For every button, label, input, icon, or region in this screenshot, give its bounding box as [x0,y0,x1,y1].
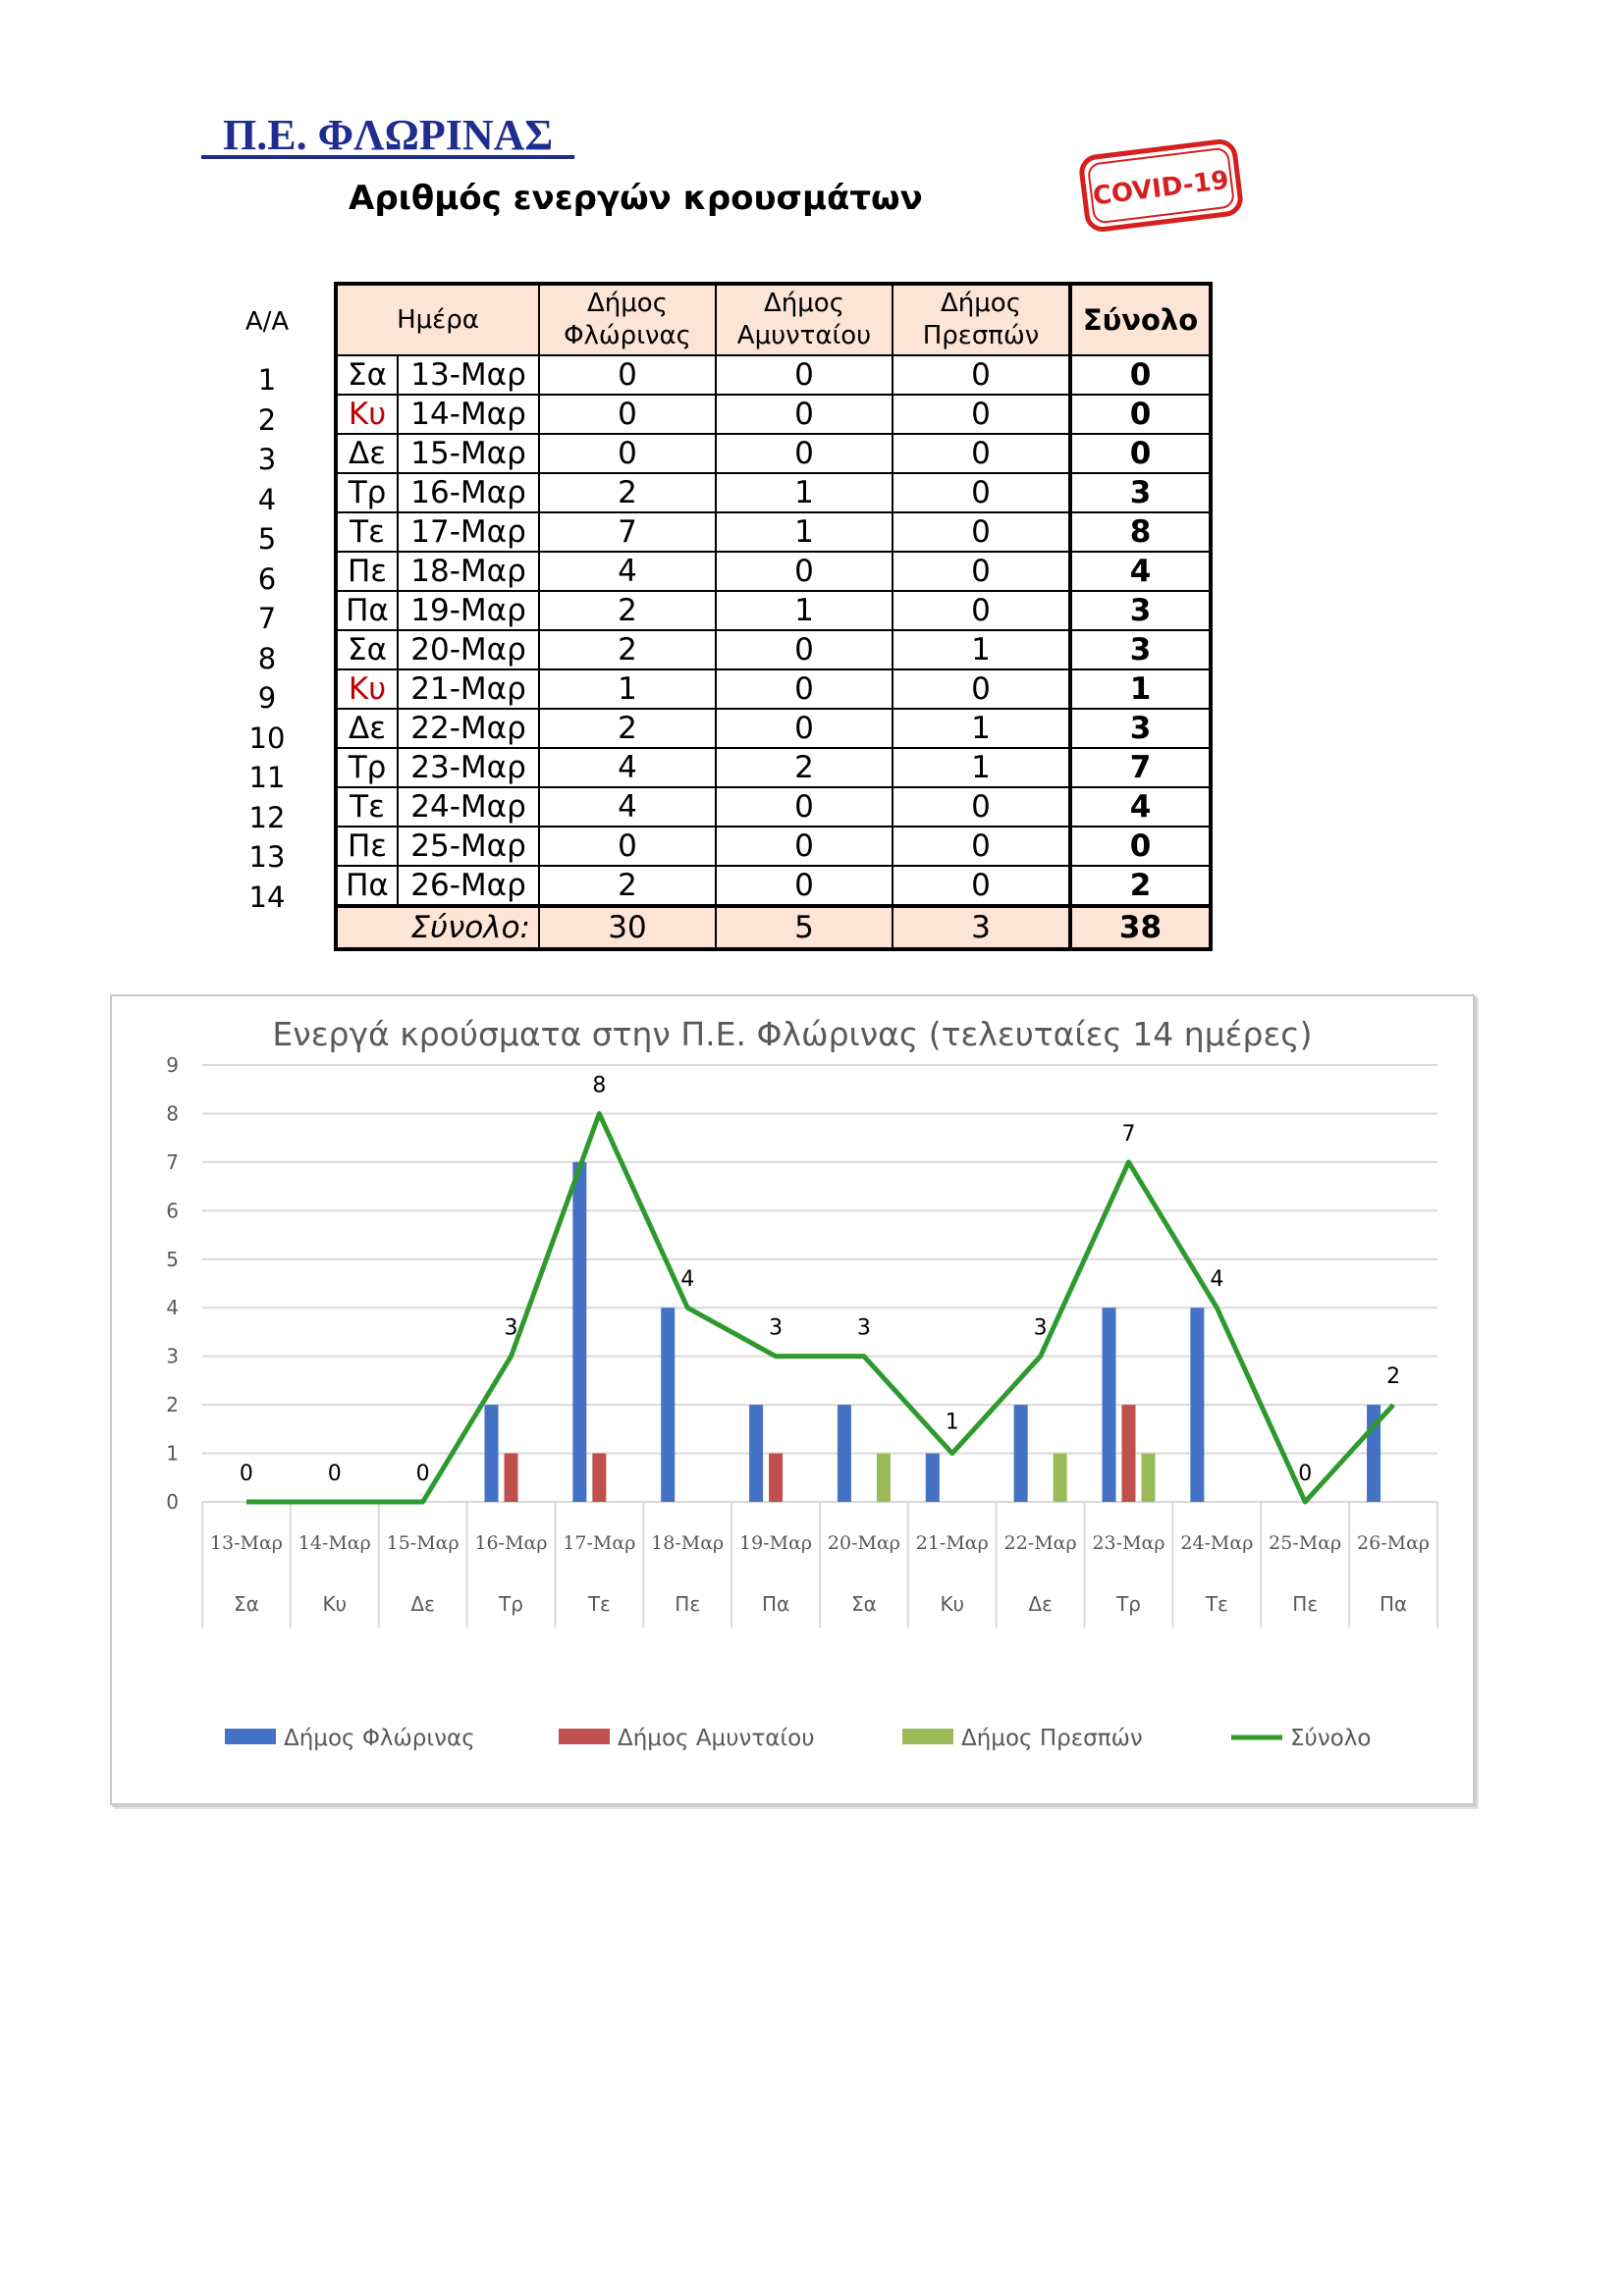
date-cell: 25-Μαρ [398,827,539,866]
total-cell: 3 [1070,630,1211,669]
sum-amyntaio: 5 [716,906,893,949]
prespes-cell: 0 [893,512,1070,552]
data-label: 0 [327,1462,342,1486]
x-subcategory-label: Πα [1379,1592,1408,1616]
florina-cell: 4 [539,787,716,827]
header-amyntaio: Δήμος Αμυνταίου [716,284,893,355]
row-number: 6 [257,561,277,596]
florina-cell: 1 [539,669,716,709]
table-row [336,748,1211,787]
day-of-week-cell: Πα [336,591,398,630]
row-number: 1 [257,363,277,397]
total-cell: 7 [1070,748,1211,787]
amyntaio-cell: 0 [716,355,893,395]
chart-title: Ενεργά κρούσματα στην Π.Ε. Φλώρινας (τελευταίες 14 ημέρες) [272,1015,1313,1053]
aa-header: Α/Α [244,307,290,337]
day-of-week-cell: Τρ [336,473,398,512]
table-row [336,434,1211,473]
cases-chart [112,996,1473,1803]
prespes-cell: 1 [893,630,1070,669]
sum-total: 38 [1070,906,1211,949]
table-row [336,552,1211,591]
florina-cell: 2 [539,866,716,906]
row-number: 12 [248,800,286,834]
x-subcategory-label: Δε [1028,1592,1053,1616]
total-cell: 0 [1070,434,1211,473]
total-cell: 3 [1070,591,1211,630]
amyntaio-cell: 1 [716,512,893,552]
table-row [336,709,1211,748]
row-number-column [228,284,306,917]
date-cell: 26-Μαρ [398,866,539,906]
legend-swatch [225,1729,276,1744]
table-row [336,787,1211,827]
y-tick-label: 7 [166,1149,179,1174]
florina-cell: 0 [539,827,716,866]
total-cell: 8 [1070,512,1211,552]
legend-label: Δήμος Πρεσπών [961,1726,1143,1751]
x-tick-label: 15-Μαρ [386,1532,460,1554]
total-cell: 3 [1070,709,1211,748]
y-tick-label: 5 [166,1247,179,1271]
row-number: 2 [257,402,277,437]
day-of-week-cell: Κυ [336,669,398,709]
amyntaio-cell: 0 [716,669,893,709]
sum-row [336,906,1211,949]
prespes-cell: 0 [893,669,1070,709]
florina-cell: 0 [539,395,716,434]
date-cell: 15-Μαρ [398,434,539,473]
x-tick-label: 20-Μαρ [827,1532,900,1554]
row-number: 7 [257,602,277,635]
x-tick-label: 17-Μαρ [563,1532,636,1554]
y-tick-label: 6 [166,1199,179,1223]
total-cell: 0 [1070,355,1211,395]
prespes-cell: 0 [893,552,1070,591]
table-row [336,355,1211,395]
florina-cell: 4 [539,552,716,591]
row-number: 10 [248,721,286,755]
florina-cell: 2 [539,709,716,748]
day-of-week-cell: Τε [336,787,398,827]
prespes-cell: 1 [893,748,1070,787]
total-cell: 2 [1070,866,1211,906]
bar-florina [749,1405,763,1502]
data-label: 4 [1210,1267,1224,1293]
day-of-week-cell: Τε [336,512,398,552]
day-of-week-cell: Πε [336,827,398,866]
x-subcategory-label: Σα [851,1592,877,1616]
total-cell: 1 [1070,669,1211,709]
prespes-cell: 0 [893,355,1070,395]
bar-florina [661,1308,675,1502]
page-subtitle: Αριθμός ενεργών κρουσμάτων [349,179,923,218]
sum-label: Σύνολο: [336,906,539,949]
header-day: Ημέρα [336,284,539,355]
y-tick-label: 1 [166,1441,179,1466]
data-label: 2 [1386,1364,1401,1390]
row-number: 3 [257,443,277,476]
bar-florina [572,1162,586,1502]
date-cell: 22-Μαρ [398,709,539,748]
data-label: 8 [592,1073,607,1098]
x-tick-label: 21-Μαρ [915,1532,989,1554]
x-subcategory-label: Κυ [940,1592,965,1616]
date-cell: 23-Μαρ [398,748,539,787]
day-of-week-cell: Τρ [336,748,398,787]
row-number: 4 [257,482,277,516]
data-label: 0 [239,1462,253,1486]
data-label: 3 [1033,1315,1048,1341]
florina-cell: 0 [539,355,716,395]
table-row [336,669,1211,709]
legend-label: Σύνολο [1290,1726,1372,1751]
prespes-cell: 0 [893,434,1070,473]
row-number: 9 [257,681,277,715]
bar-florina [1103,1308,1116,1502]
amyntaio-cell: 1 [716,473,893,512]
florina-cell: 2 [539,473,716,512]
bar-florina [838,1405,851,1502]
legend-label: Δήμος Φλώρινας [284,1726,475,1751]
prespes-cell: 0 [893,827,1070,866]
amyntaio-cell: 0 [716,630,893,669]
data-label: 0 [415,1462,430,1486]
legend-label: Δήμος Αμυνταίου [618,1726,815,1751]
table-header-row [336,284,1211,355]
amyntaio-cell: 0 [716,827,893,866]
total-cell: 0 [1070,395,1211,434]
x-subcategory-label: Τε [1205,1592,1228,1616]
row-number: 11 [248,761,286,794]
x-subcategory-label: Κυ [322,1592,348,1616]
table-row [336,827,1211,866]
total-cell: 4 [1070,552,1211,591]
date-cell: 18-Μαρ [398,552,539,591]
data-label: 4 [680,1267,695,1293]
bar-amyntaio [1122,1405,1136,1502]
row-number: 8 [257,641,277,675]
x-tick-label: 19-Μαρ [739,1532,813,1554]
header-prespes: Δήμος Πρεσπών [893,284,1070,355]
day-of-week-cell: Πε [336,552,398,591]
bar-florina [485,1405,499,1502]
florina-cell: 4 [539,748,716,787]
date-cell: 16-Μαρ [398,473,539,512]
bar-prespes [877,1454,891,1502]
bar-florina [926,1454,940,1502]
x-subcategory-label: Σα [234,1592,259,1616]
x-subcategory-label: Πα [761,1592,790,1616]
bar-prespes [1142,1454,1156,1502]
x-subcategory-label: Πε [675,1592,701,1616]
x-subcategory-label: Πε [1292,1592,1319,1616]
x-tick-label: 16-Μαρ [474,1532,548,1554]
x-subcategory-label: Τε [587,1592,611,1616]
day-of-week-cell: Κυ [336,395,398,434]
data-label: 3 [504,1315,518,1341]
x-subcategory-label: Δε [410,1592,435,1616]
prespes-cell: 0 [893,591,1070,630]
x-tick-label: 23-Μαρ [1092,1532,1165,1554]
x-tick-label: 26-Μαρ [1357,1532,1431,1554]
y-tick-label: 9 [166,1053,179,1077]
header-florina: Δήμος Φλώρινας [539,284,716,355]
x-tick-label: 25-Μαρ [1269,1532,1342,1554]
covid-stamp [1076,135,1247,235]
day-of-week-cell: Δε [336,709,398,748]
day-of-week-cell: Πα [336,866,398,906]
x-tick-label: 18-Μαρ [651,1532,725,1554]
y-tick-label: 4 [166,1296,179,1320]
day-of-week-cell: Σα [336,355,398,395]
legend-swatch [559,1729,610,1744]
cases-table [334,282,1213,951]
day-of-week-cell: Σα [336,630,398,669]
y-tick-label: 8 [166,1101,179,1126]
row-number: 13 [248,840,286,874]
data-label: 0 [1298,1462,1313,1486]
florina-cell: 2 [539,630,716,669]
row-number: 5 [257,522,277,556]
florina-cell: 7 [539,512,716,552]
amyntaio-cell: 0 [716,709,893,748]
table-row [336,630,1211,669]
sum-florina: 30 [539,906,716,949]
amyntaio-cell: 0 [716,787,893,827]
prespes-cell: 0 [893,787,1070,827]
bar-florina [1014,1405,1028,1502]
date-cell: 21-Μαρ [398,669,539,709]
data-label: 1 [945,1410,959,1435]
amyntaio-cell: 0 [716,866,893,906]
total-cell: 3 [1070,473,1211,512]
y-tick-label: 0 [166,1490,179,1514]
legend-swatch [902,1729,953,1744]
chart-frame [110,994,1475,1805]
table-row [336,512,1211,552]
y-tick-label: 3 [166,1344,179,1368]
table-row [336,473,1211,512]
x-tick-label: 14-Μαρ [298,1532,371,1554]
florina-cell: 2 [539,591,716,630]
x-tick-label: 13-Μαρ [209,1532,283,1554]
amyntaio-cell: 0 [716,395,893,434]
date-cell: 17-Μαρ [398,512,539,552]
amyntaio-cell: 2 [716,748,893,787]
x-subcategory-label: Τρ [499,1592,523,1616]
bar-amyntaio [505,1454,518,1502]
date-cell: 24-Μαρ [398,787,539,827]
prespes-cell: 0 [893,395,1070,434]
florina-cell: 0 [539,434,716,473]
total-cell: 0 [1070,827,1211,866]
sum-prespes: 3 [893,906,1070,949]
data-label: 3 [769,1315,784,1341]
x-subcategory-label: Τρ [1116,1592,1141,1616]
covid-stamp-text: COVID-19 [1091,165,1231,212]
date-cell: 13-Μαρ [398,355,539,395]
date-cell: 20-Μαρ [398,630,539,669]
date-cell: 14-Μαρ [398,395,539,434]
x-tick-label: 24-Μαρ [1180,1532,1254,1554]
bar-prespes [1054,1454,1067,1502]
total-cell: 4 [1070,787,1211,827]
prespes-cell: 0 [893,473,1070,512]
amyntaio-cell: 1 [716,591,893,630]
table-row [336,395,1211,434]
data-label: 3 [856,1315,871,1341]
bar-amyntaio [769,1454,783,1502]
table-row [336,591,1211,630]
prespes-cell: 1 [893,709,1070,748]
row-number: 14 [248,880,286,914]
x-tick-label: 22-Μαρ [1003,1532,1077,1554]
prespes-cell: 0 [893,866,1070,906]
table-row [336,866,1211,906]
data-label: 7 [1121,1121,1136,1147]
y-tick-label: 2 [166,1393,179,1417]
amyntaio-cell: 0 [716,552,893,591]
header-total: Σύνολο [1070,284,1211,355]
page-title: Π.Ε. ΦΛΩΡΙΝΑΣ [201,111,575,159]
bar-florina [1190,1308,1204,1502]
bar-amyntaio [592,1454,606,1502]
date-cell: 19-Μαρ [398,591,539,630]
day-of-week-cell: Δε [336,434,398,473]
amyntaio-cell: 0 [716,434,893,473]
